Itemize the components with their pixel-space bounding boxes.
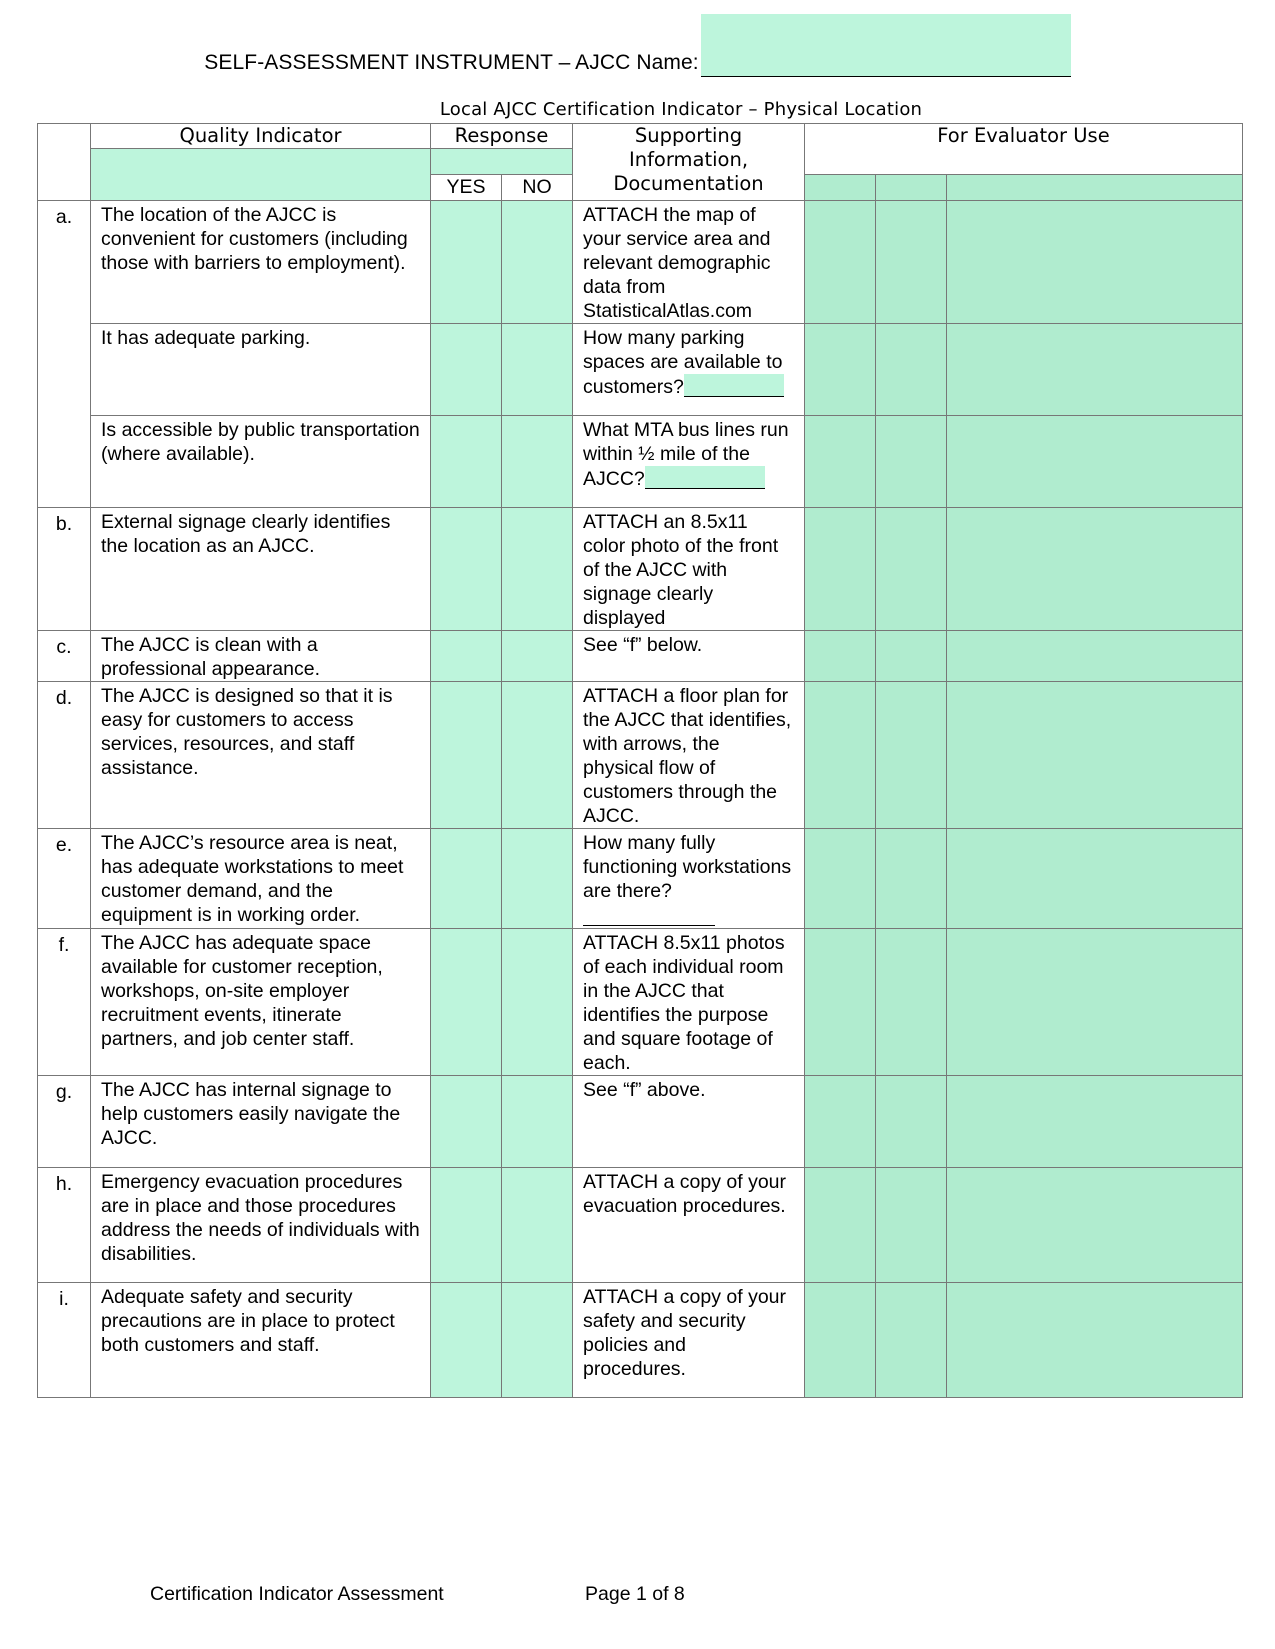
yes-response-field[interactable]	[431, 1283, 502, 1398]
supporting-info-text: How many parking spaces are available to customers?	[583, 327, 783, 398]
footer-page-number: Page 1 of 8	[585, 1583, 685, 1605]
table-row	[38, 1168, 1243, 1283]
evaluator-field-3[interactable]	[947, 1283, 1243, 1398]
yes-response-field[interactable]	[431, 929, 502, 1076]
evaluator-header-text: For Evaluator Use	[937, 124, 1110, 147]
row-letter: a.	[38, 201, 91, 324]
table-row	[38, 1076, 1243, 1168]
no-response-field[interactable]	[502, 829, 573, 929]
yes-response-field[interactable]	[431, 682, 502, 829]
supporting-info-cell	[573, 416, 805, 508]
row-letter	[38, 416, 91, 508]
supporting-info-text: How many fully functioning workstations are there?	[583, 832, 792, 902]
indicator-text: The AJCC has adequate space available for customer reception, workshops, on-site employer recruitment events, itinerate partners, and job center staff.	[91, 929, 431, 1076]
evaluator-field-2[interactable]	[876, 416, 947, 508]
yes-response-field[interactable]	[431, 416, 502, 508]
supporting-info-text: ATTACH a floor plan for the AJCC that identifies, with arrows, the physical flow of customers through the AJCC.	[573, 682, 805, 829]
no-response-field[interactable]	[502, 631, 573, 682]
table-row	[38, 682, 1243, 829]
no-response-field[interactable]	[502, 929, 573, 1076]
indicator-text: The AJCC is clean with a professional appearance.	[91, 631, 431, 682]
yes-response-field[interactable]	[431, 508, 502, 631]
yes-response-field[interactable]	[431, 1168, 502, 1283]
evaluator-field-2[interactable]	[876, 201, 947, 324]
supporting-info-cell	[573, 829, 805, 929]
row-letter: i.	[38, 1283, 91, 1398]
yes-header-text: YES	[446, 176, 486, 198]
evaluator-field-2[interactable]	[876, 929, 947, 1076]
indicator-text: The AJCC is designed so that it is easy for customers to access services, resources, and staff assistance.	[91, 682, 431, 829]
no-response-field[interactable]	[502, 508, 573, 631]
no-response-field[interactable]	[502, 1283, 573, 1398]
indicator-text: The AJCC’s resource area is neat, has adequate workstations to meet customer demand, and the equipment is in working order.	[91, 829, 431, 929]
evaluator-field-2[interactable]	[876, 1076, 947, 1168]
evaluator-field-3[interactable]	[947, 416, 1243, 508]
supporting-info-header-text: Supporting Information, Documentation	[613, 124, 764, 195]
supporting-info-text: What MTA bus lines run within ½ mile of the AJCC?	[583, 419, 789, 490]
evaluator-field-1[interactable]	[805, 829, 876, 929]
evaluator-header	[805, 124, 1243, 175]
quality-indicator-header-text: Quality Indicator	[179, 124, 342, 147]
evaluator-header-field-2[interactable]	[876, 175, 947, 201]
yes-header	[431, 175, 502, 201]
evaluator-field-2[interactable]	[876, 1168, 947, 1283]
yes-response-field[interactable]	[431, 829, 502, 929]
evaluator-field-1[interactable]	[805, 1283, 876, 1398]
evaluator-field-1[interactable]	[805, 416, 876, 508]
row-letter: e.	[38, 829, 91, 929]
indicator-text: Emergency evacuation procedures are in place and those procedures address the needs of individuals with disabilities.	[91, 1168, 431, 1283]
yes-response-field[interactable]	[431, 1076, 502, 1168]
row-letter: g.	[38, 1076, 91, 1168]
table-row	[38, 201, 1243, 324]
row-letter	[38, 324, 91, 416]
table-row	[38, 508, 1243, 631]
no-response-field[interactable]	[502, 201, 573, 324]
no-header	[502, 175, 573, 201]
row-letter: f.	[38, 929, 91, 1076]
supporting-info-cell	[573, 324, 805, 416]
supporting-info-text: ATTACH a copy of your evacuation procedures.	[573, 1168, 805, 1283]
yes-response-field[interactable]	[431, 201, 502, 324]
evaluator-field-2[interactable]	[876, 829, 947, 929]
ajcc-name-field[interactable]	[701, 14, 1071, 77]
response-header	[431, 124, 573, 149]
evaluator-field-1[interactable]	[805, 508, 876, 631]
table-row	[38, 829, 1243, 929]
document-title	[0, 44, 1275, 77]
no-response-field[interactable]	[502, 1168, 573, 1283]
evaluator-header-field-1[interactable]	[805, 175, 876, 201]
assessment-table	[37, 123, 1243, 1398]
evaluator-field-3[interactable]	[947, 829, 1243, 929]
supporting-info-text: ATTACH 8.5x11 photos of each individual room in the AJCC that identifies the purpose and square footage of each.	[573, 929, 805, 1076]
no-response-field[interactable]	[502, 416, 573, 508]
no-response-field[interactable]	[502, 682, 573, 829]
indicator-text: External signage clearly identifies the location as an AJCC.	[91, 508, 431, 631]
evaluator-field-3[interactable]	[947, 508, 1243, 631]
evaluator-field-2[interactable]	[876, 1283, 947, 1398]
evaluator-field-3[interactable]	[947, 201, 1243, 324]
supporting-info-header	[573, 124, 805, 201]
subtitle-text: Local AJCC Certification Indicator – Physical Location	[439, 99, 923, 120]
indicator-text: It has adequate parking.	[91, 324, 431, 416]
evaluator-field-1[interactable]	[805, 631, 876, 682]
evaluator-field-2[interactable]	[876, 508, 947, 631]
evaluator-field-3[interactable]	[947, 1076, 1243, 1168]
evaluator-field-1[interactable]	[805, 324, 876, 416]
evaluator-field-3[interactable]	[947, 1168, 1243, 1283]
quality-indicator-header	[91, 124, 431, 149]
supporting-info-text: See “f” above.	[573, 1076, 805, 1168]
table-row	[38, 324, 1243, 416]
workstations-field[interactable]	[583, 903, 715, 926]
evaluator-field-2[interactable]	[876, 324, 947, 416]
no-response-field[interactable]	[502, 324, 573, 416]
response-header-text: Response	[454, 124, 549, 147]
evaluator-field-1[interactable]	[805, 1076, 876, 1168]
footer-document-name: Certification Indicator Assessment	[150, 1583, 444, 1605]
table-row	[38, 929, 1243, 1076]
row-letter: d.	[38, 682, 91, 829]
no-response-field[interactable]	[502, 1076, 573, 1168]
quality-indicator-header-field[interactable]	[91, 149, 431, 201]
evaluator-field-3[interactable]	[947, 631, 1243, 682]
response-header-field[interactable]	[431, 149, 573, 175]
evaluator-field-1[interactable]	[805, 201, 876, 324]
row-letter: h.	[38, 1168, 91, 1283]
indicator-text: Adequate safety and security precautions are in place to protect both customers and staff.	[91, 1283, 431, 1398]
evaluator-header-field-3[interactable]	[947, 175, 1243, 201]
evaluator-field-1[interactable]	[805, 682, 876, 829]
evaluator-field-1[interactable]	[805, 929, 876, 1076]
parking-spaces-field[interactable]	[684, 374, 784, 397]
letter-header-cell	[38, 124, 91, 201]
table-row	[38, 1283, 1243, 1398]
title-text: SELF-ASSESSMENT INSTRUMENT – AJCC Name:	[204, 51, 699, 74]
evaluator-field-3[interactable]	[947, 682, 1243, 829]
section-subtitle	[0, 99, 1275, 120]
supporting-info-text: ATTACH the map of your service area and relevant demographic data from StatisticalAtlas.com	[573, 201, 805, 324]
supporting-info-text: ATTACH a copy of your safety and security policies and procedures.	[573, 1283, 805, 1398]
evaluator-field-2[interactable]	[876, 682, 947, 829]
no-header-text: NO	[522, 176, 552, 198]
indicator-text: Is accessible by public transportation (where available).	[91, 416, 431, 508]
yes-response-field[interactable]	[431, 324, 502, 416]
row-letter: b.	[38, 508, 91, 631]
supporting-info-text: ATTACH an 8.5x11 color photo of the front of the AJCC with signage clearly displayed	[573, 508, 805, 631]
indicator-text: The AJCC has internal signage to help customers easily navigate the AJCC.	[91, 1076, 431, 1168]
evaluator-field-2[interactable]	[876, 631, 947, 682]
bus-lines-field[interactable]	[645, 466, 765, 489]
table-row	[38, 416, 1243, 508]
evaluator-field-3[interactable]	[947, 324, 1243, 416]
evaluator-field-3[interactable]	[947, 929, 1243, 1076]
supporting-info-text: See “f” below.	[573, 631, 805, 682]
evaluator-field-1[interactable]	[805, 1168, 876, 1283]
indicator-text: The location of the AJCC is convenient for customers (including those with barriers to employment).	[91, 201, 431, 324]
yes-response-field[interactable]	[431, 631, 502, 682]
row-letter: c.	[38, 631, 91, 682]
table-row	[38, 631, 1243, 682]
